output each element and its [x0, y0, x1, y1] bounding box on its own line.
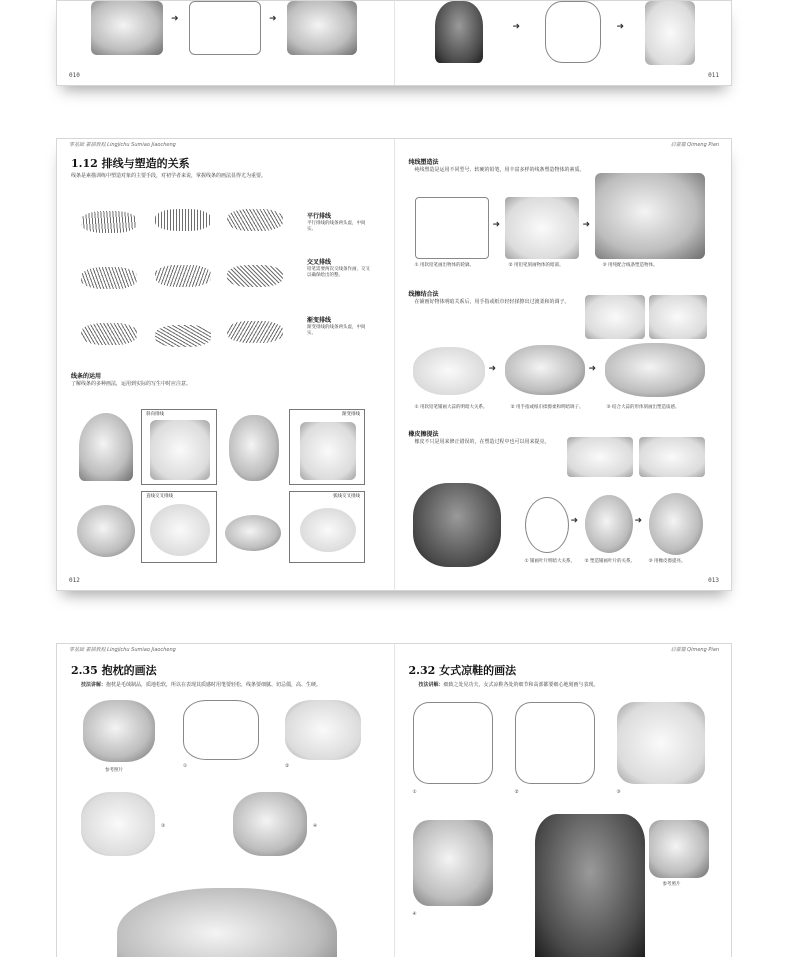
hatch-sample — [81, 323, 137, 345]
box-label: 弧线交叉排线 — [333, 494, 360, 499]
pillow-photo — [83, 700, 155, 762]
caption: ① 铺画叶片明暗大关系。 — [524, 559, 575, 564]
technique-text — [81, 682, 377, 689]
arrow-icon: ➜ — [269, 14, 277, 24]
line-rub-title: 线擦结合法 — [408, 291, 439, 298]
eraser-lift-paragraph: 橡皮不只是用来修正错误的，在塑造过程中也可以用来提亮。 — [414, 439, 550, 445]
caption: ② 用手指或纸巾揉擦柔和明暗调子。 — [510, 405, 584, 410]
sandal-outline-sketch — [413, 702, 493, 784]
arrow-icon: ➜ — [570, 516, 579, 526]
hatch-sample — [227, 265, 283, 287]
step-caption: ③ — [161, 824, 166, 829]
pure-line-title: 纯线塑造法 — [408, 159, 439, 166]
section-title: 1.12 排线与塑造的关系 — [71, 157, 190, 170]
pillow-final-sketch — [117, 888, 337, 957]
hatch-sample — [81, 211, 137, 233]
flower-outline-sketch — [545, 1, 601, 63]
page-number: 012 — [69, 577, 80, 584]
sandal-shaded-sketch — [617, 702, 705, 784]
garlic-sketch-1 — [413, 347, 485, 395]
coffee-demo-box — [141, 491, 217, 563]
lemon-demo-box — [289, 491, 365, 563]
technique-body: 抱枕是毛绒制品，质地松软，所以在表现其质感时用笔要轻松，线条要细腻、切忌僵，高、生硬。 — [106, 682, 322, 688]
train-outline-sketch — [415, 197, 489, 259]
reference-caption: 参考照片 — [105, 768, 123, 773]
caption: ② 塑造铺画叶片的关系。 — [584, 559, 635, 564]
train-shaded-sketch — [505, 197, 579, 259]
sandal-detail-sketch — [413, 820, 493, 906]
leaf-final-sketch — [649, 493, 703, 555]
box-label: 斜向排线 — [146, 412, 164, 417]
step-caption: ② — [514, 790, 519, 795]
technique-body: 细致之处见功夫，女式凉鞋各处的细节和高部都要细心地刻画与表现。 — [443, 682, 599, 688]
box-sketch-2 — [189, 1, 261, 55]
page-012 — [56, 138, 394, 591]
parallel-hatch-text: 平行排线的线条两头虚，中间实。 — [307, 221, 366, 232]
arrow-icon: ➜ — [512, 22, 521, 32]
section-title: 2.35 抱枕的画法 — [71, 664, 157, 677]
box-sketch-3 — [287, 1, 357, 55]
pure-line-paragraph: 纯线塑造是运用不同型号、软硬的铅笔，用丰富多样的线条塑造物体的素质。 — [414, 167, 585, 173]
technique-label: 技法讲解： — [418, 682, 444, 688]
finger-rub-photo — [585, 295, 645, 339]
parallel-hatch-title: 平行排线 — [307, 213, 332, 220]
caption: ③ 结合大蒜的形体刻画出塑造质感。 — [606, 405, 680, 410]
page-010 — [56, 0, 394, 86]
reference-caption: 参考照片 — [662, 882, 681, 887]
potted-plant-sketch — [413, 483, 501, 567]
box-sketch-1 — [91, 1, 163, 55]
section-title: 2.32 女式凉鞋的画法 — [408, 664, 517, 677]
page-number: 013 — [708, 577, 719, 584]
usage-title: 线条的运用 — [71, 373, 102, 380]
running-head: 零基础 素描教程 Lingjichu Sumiao Jiaocheng — [69, 647, 176, 653]
spread-bottom — [56, 643, 732, 957]
eraser-photo-2 — [639, 437, 705, 477]
leaf-shaded-sketch — [585, 495, 633, 553]
technique-label: 技法讲解： — [81, 682, 107, 688]
gradient-hatch-text: 渐变排线的线条两头虚，中间实。 — [307, 325, 366, 336]
caption: ③ 用橡皮擦提亮。 — [648, 559, 686, 564]
arrow-icon: ➜ — [488, 364, 497, 374]
rose-demo-box — [289, 409, 365, 485]
technique-text — [419, 682, 715, 689]
hatch-sample — [81, 267, 137, 289]
feather-demo-box — [141, 409, 217, 485]
page-sandal — [394, 643, 733, 957]
arrow-icon: ➜ — [171, 14, 179, 24]
page-013 — [394, 138, 733, 591]
step-caption: ② — [285, 764, 290, 769]
pillow-shading-sketch — [81, 792, 155, 856]
eraser-lift-title: 橡皮擦提法 — [408, 431, 439, 438]
step-caption: ① — [183, 764, 188, 769]
running-head: 启蒙篇 Qimeng Pian — [670, 142, 719, 148]
pillow-detail-sketch — [233, 792, 307, 856]
pillow-outline-sketch — [183, 700, 259, 760]
cross-hatch-text: 铅笔需要两次交线条作画，交叉以确保绘出的整。 — [307, 267, 370, 278]
page-011 — [394, 0, 733, 86]
pillow-structure-sketch — [285, 700, 361, 760]
sandal-strap-sketch — [515, 702, 595, 784]
page-pillow — [56, 643, 394, 957]
box-label: 直线交叉排线 — [146, 494, 173, 499]
garlic-sketch-3 — [605, 343, 705, 397]
coffee-outline-sketch — [150, 504, 210, 556]
arrow-icon: ➜ — [582, 220, 591, 230]
tissue-rub-photo — [649, 295, 707, 339]
hatch-sample — [227, 209, 283, 231]
lemon-sketch — [225, 515, 281, 551]
flower-stand-light-sketch — [645, 1, 695, 65]
line-rub-paragraph: 在铺画好物体明暗关系后，用手指或纸巾轻轻揉擦出过渡柔和的调子。 — [414, 299, 570, 305]
box-label: 渐变排线 — [342, 412, 360, 417]
leaf-outline-sketch — [525, 497, 569, 553]
step-caption: ③ — [616, 790, 621, 795]
hatch-sample — [155, 265, 211, 287]
step-caption: ④ — [412, 912, 417, 917]
spread-top — [56, 0, 732, 86]
hatch-sample — [227, 321, 283, 343]
cross-hatch-title: 交叉排线 — [307, 259, 332, 266]
usage-paragraph: 了解线条的多种画法，运用到实际的写生中时应注意。 — [71, 381, 192, 387]
hatch-sample — [155, 209, 211, 231]
arrow-icon: ➜ — [492, 220, 501, 230]
running-head: 启蒙篇 Qimeng Pian — [670, 647, 719, 653]
arrow-icon: ➜ — [616, 22, 625, 32]
sandal-final-sketch — [535, 814, 645, 957]
arrow-icon: ➜ — [634, 516, 643, 526]
intro-paragraph: 线条是素描训练中塑造对象的主要手段，对初学者来说，掌握线条的画法显得尤为重要。 — [71, 173, 267, 179]
rose-sketch — [229, 415, 279, 481]
eraser-photo-1 — [567, 437, 633, 477]
step-caption: ① — [412, 790, 417, 795]
feather-vase-sketch — [79, 413, 133, 481]
garlic-sketch-2 — [505, 345, 585, 395]
caption: ③ 用纯配合线条塑造物体。 — [602, 263, 658, 268]
spread-middle — [56, 138, 732, 591]
page-number: 011 — [708, 72, 719, 79]
flower-stand-sketch — [435, 1, 483, 63]
caption: ① 用软铅笔铺画大蒜的明暗大关系。 — [414, 405, 488, 410]
lemon-outline-sketch — [300, 508, 356, 552]
sandal-photo — [649, 820, 709, 878]
hatch-sample — [155, 325, 211, 347]
gradient-hatch-title: 渐变排线 — [307, 317, 332, 324]
page-number: 010 — [69, 72, 80, 79]
step-caption: ④ — [313, 824, 318, 829]
train-final-sketch — [595, 173, 705, 259]
arrow-icon: ➜ — [588, 364, 597, 374]
caption: ② 用铅笔刻画物体的暗部。 — [508, 263, 564, 268]
caption: ① 用软铅笔画出物体的轮廓。 — [414, 263, 474, 268]
coffee-cup-sketch — [77, 505, 135, 557]
feather-sketch — [150, 420, 210, 480]
rose-outline-sketch — [300, 422, 356, 480]
running-head: 零基础 素描教程 Lingjichu Sumiao Jiaocheng — [69, 142, 176, 148]
